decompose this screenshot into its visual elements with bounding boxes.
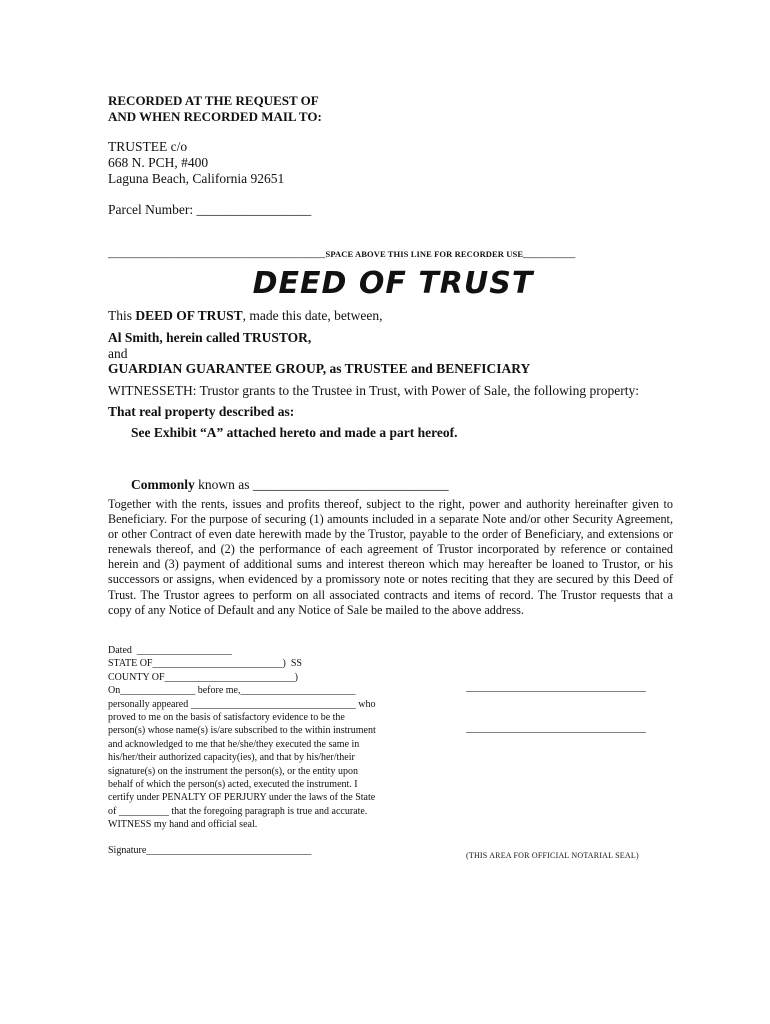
and-line: and xyxy=(108,346,128,361)
trustee-line: GUARDIAN GUARANTEE GROUP, as TRUSTEE and BENEFICIARY xyxy=(108,361,531,376)
recorded-line-2: AND WHEN RECORDED MAIL TO: xyxy=(108,109,322,124)
parcel-number: Parcel Number: _________________ xyxy=(108,202,312,217)
notarial-seal-label: (THIS AREA FOR OFFICIAL NOTARIAL SEAL) xyxy=(466,851,639,860)
address-line-2: 668 N. PCH, #400 xyxy=(108,155,209,170)
right-signature-line-2: ____________________________________ xyxy=(466,723,646,734)
trustor-line: Al Smith, herein called TRUSTOR, xyxy=(108,330,312,345)
address-line-3: Laguna Beach, California 92651 xyxy=(108,171,285,186)
property-line: That real property described as: xyxy=(108,404,295,419)
right-signature-line-1: ____________________________________ xyxy=(466,682,646,693)
witnesseth-line: WITNESSETH: Trustor grants to the Trustee in Trust, with Power of Sale, the following property: xyxy=(108,383,639,398)
recorded-line-1: RECORDED AT THE REQUEST OF xyxy=(108,93,319,108)
mail-to-address xyxy=(108,139,284,187)
recording-request-block xyxy=(108,93,322,125)
commonly-known-line: Commonly known as _____________________________ xyxy=(131,477,449,492)
signature-line: Signature_________________________________ xyxy=(108,845,312,856)
exhibit-line: See Exhibit “A” attached hereto and made a part hereof. xyxy=(131,425,458,440)
recorder-use-line: __________________________________________________SPACE ABOVE THIS LINE FOR RECORDER USE____________ xyxy=(108,249,576,259)
body-paragraph: Together with the rents, issues and profits thereof, subject to the right, power and authority hereinafter given to Beneficiary. For the purpose of securing (1) amounts included in a separate Note and/or other Security Agreement, or other Contract of even date herewith made by the Trustor, payable to the order of Beneficiary, and extensions or renewals thereof, and (2) the performance of each agreement of Trustor incorporated by reference or contained herein and (3) payment of additional sums and interest thereon which may hereafter be loaned to Trustor, or his successors or assigns, when evidenced by a promissory note or notes reciting that they are secured by this Deed of Trust. The Trustor agrees to perform on all associated contracts and items of record. The Trustor requests that a copy of any Notice of Default and any Notice of Sale be mailed to the above address. xyxy=(108,497,673,617)
address-line-1: TRUSTEE c/o xyxy=(108,139,188,154)
notary-acknowledgment: Dated ___________________ STATE OF__________________________) SS COUNTY OF__________________________) On_______________ before me,_______________________ personally appeared _________________________________ who proved to me on the basis of satisfactory evidence to be the person(s) whose name(s) is/are subscribed to the within instrument and acknowledged to me that he/she/they executed the same in his/her/their authorized capacity(ies), and that by his/her/their signature(s) on the instrument the person(s), or the entity upon behalf of which the person(s) acted, executed the instrument. I certify under PENALTY OF PERJURY under the laws of the State of __________ that the foregoing paragraph is true and accurate. WITNESS my hand and official seal. xyxy=(108,645,376,831)
intro-line: This DEED OF TRUST, made this date, between, xyxy=(108,308,383,323)
document-title: DEED OF TRUST xyxy=(252,266,534,301)
